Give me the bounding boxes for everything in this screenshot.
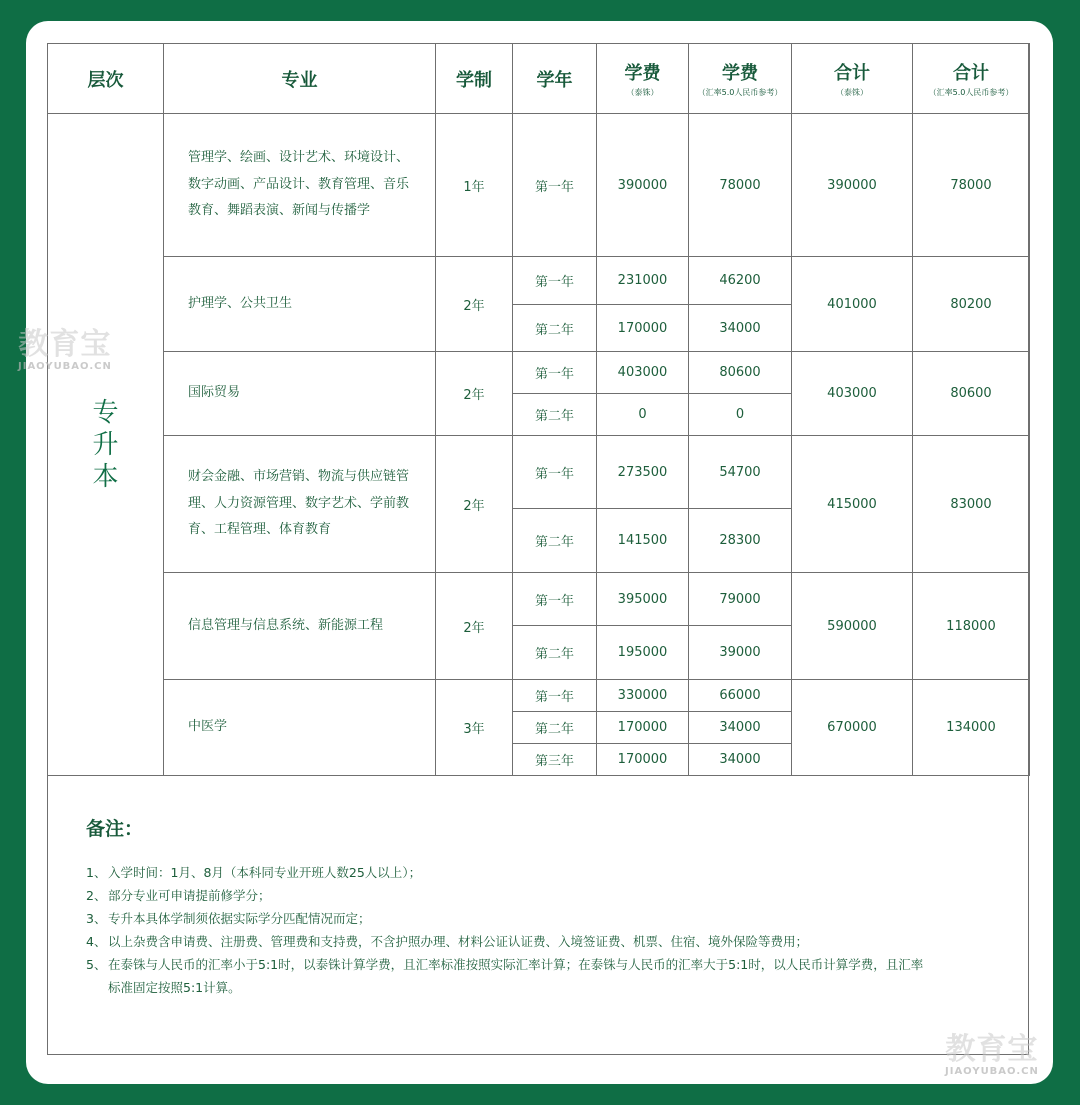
year-cell: 第二年 xyxy=(513,394,597,436)
fee-thb-cell: 170000 xyxy=(597,305,689,352)
fee-cny-cell: 34000 xyxy=(689,712,792,744)
year-cell: 第一年 xyxy=(513,352,597,394)
fee-cny-cell: 79000 xyxy=(689,573,792,626)
year-cell: 第二年 xyxy=(513,626,597,680)
duration-cell: 2年 xyxy=(436,352,513,436)
table-row xyxy=(48,436,1030,509)
table-row xyxy=(48,114,1030,257)
major-cell: 国际贸易 xyxy=(164,352,436,436)
fee-cny-cell: 34000 xyxy=(689,305,792,352)
watermark-logo: 教育宝 JIAOYUBAO.CN xyxy=(945,1032,1039,1077)
table-row xyxy=(48,352,1030,394)
fee-thb-cell: 231000 xyxy=(597,257,689,305)
total-cny-cell: 80200 xyxy=(913,257,1030,352)
total-thb-cell: 390000 xyxy=(792,114,913,257)
total-cny-cell: 118000 xyxy=(913,573,1030,680)
fee-thb-cell: 195000 xyxy=(597,626,689,680)
fee-thb-cell: 403000 xyxy=(597,352,689,394)
fee-cny-cell: 54700 xyxy=(689,436,792,509)
header-level: 层次 xyxy=(48,44,164,114)
header-fee-cny: 学费 （汇率5.0人民币参考） xyxy=(689,44,792,114)
header-row xyxy=(48,44,1030,114)
note-item: 3、 专升本具体学制须依据实际学分匹配情况而定； xyxy=(86,911,371,926)
fee-cny-cell: 66000 xyxy=(689,680,792,712)
notes-title: 备注： xyxy=(86,818,144,840)
fee-table xyxy=(47,43,1030,776)
duration-cell: 2年 xyxy=(436,573,513,680)
duration-cell: 2年 xyxy=(436,257,513,352)
fee-cny-cell: 34000 xyxy=(689,744,792,776)
duration-cell: 3年 xyxy=(436,680,513,776)
duration-cell: 2年 xyxy=(436,436,513,573)
fee-cny-cell: 80600 xyxy=(689,352,792,394)
major-cell: 财会金融、市场营销、物流与供应链管理、人力资源管理、数字艺术、学前教育、工程管理、体育教育 xyxy=(164,436,436,573)
fee-thb-cell: 0 xyxy=(597,394,689,436)
total-thb-cell: 415000 xyxy=(792,436,913,573)
fee-thb-cell: 170000 xyxy=(597,744,689,776)
year-cell: 第二年 xyxy=(513,509,597,573)
fee-thb-cell: 141500 xyxy=(597,509,689,573)
fee-thb-cell: 170000 xyxy=(597,712,689,744)
year-cell: 第三年 xyxy=(513,744,597,776)
total-thb-cell: 590000 xyxy=(792,573,913,680)
year-cell: 第一年 xyxy=(513,573,597,626)
total-thb-cell: 670000 xyxy=(792,680,913,776)
header-major: 专业 xyxy=(164,44,436,114)
header-fee-thb: 学费 （泰铢） xyxy=(597,44,689,114)
table-row xyxy=(48,680,1030,712)
year-cell: 第一年 xyxy=(513,257,597,305)
level-cell xyxy=(48,114,164,776)
major-cell: 中医学 xyxy=(164,680,436,776)
header-duration: 学制 xyxy=(436,44,513,114)
fee-cny-cell: 0 xyxy=(689,394,792,436)
major-cell: 管理学、绘画、设计艺术、环境设计、数字动画、产品设计、教育管理、音乐教育、舞蹈表演、新闻与传播学 xyxy=(164,114,436,257)
fee-cny-cell: 39000 xyxy=(689,626,792,680)
year-cell: 第二年 xyxy=(513,712,597,744)
header-total-cny: 合计 （汇率5.0人民币参考） xyxy=(913,44,1030,114)
major-cell: 护理学、公共卫生 xyxy=(164,257,436,352)
year-cell: 第二年 xyxy=(513,305,597,352)
note-item: 5、 在泰铢与人民币的汇率小于5:1时，以泰铢计算学费，且汇率标准按照实际汇率计算；在泰铢与人民币的汇率大于5:1时，以人民币计算学费，且汇率 标准固定按照5:1计算。 xyxy=(86,957,924,995)
fee-cny-cell: 46200 xyxy=(689,257,792,305)
fee-thb-cell: 390000 xyxy=(597,114,689,257)
total-thb-cell: 403000 xyxy=(792,352,913,436)
fee-thb-cell: 273500 xyxy=(597,436,689,509)
fee-thb-cell: 395000 xyxy=(597,573,689,626)
duration-cell: 1年 xyxy=(436,114,513,257)
total-cny-cell: 78000 xyxy=(913,114,1030,257)
header-year: 学年 xyxy=(513,44,597,114)
year-cell: 第一年 xyxy=(513,680,597,712)
total-cny-cell: 134000 xyxy=(913,680,1030,776)
year-cell: 第一年 xyxy=(513,114,597,257)
table-row xyxy=(48,573,1030,626)
total-cny-cell: 83000 xyxy=(913,436,1030,573)
table-row xyxy=(48,257,1030,305)
total-thb-cell: 401000 xyxy=(792,257,913,352)
fee-thb-cell: 330000 xyxy=(597,680,689,712)
note-item: 4、 以上杂费含申请费、注册费、管理费和支持费，不含护照办理、材料公证认证费、入境签证费、机票、住宿、境外保险等费用； xyxy=(86,934,809,949)
total-cny-cell: 80600 xyxy=(913,352,1030,436)
header-total-thb: 合计 （泰铢） xyxy=(792,44,913,114)
fee-cny-cell: 78000 xyxy=(689,114,792,257)
year-cell: 第一年 xyxy=(513,436,597,509)
level-label: 专 升 本 xyxy=(92,397,119,492)
major-cell: 信息管理与信息系统、新能源工程 xyxy=(164,573,436,680)
note-item: 1、 入学时间：1月、8月（本科同专业开班人数25人以上）； xyxy=(86,865,422,880)
fee-cny-cell: 28300 xyxy=(689,509,792,573)
notes-section xyxy=(86,814,1006,999)
note-item: 2、 部分专业可申请提前修学分； xyxy=(86,888,271,903)
watermark-logo: 教育宝 JIAOYUBAO.CN xyxy=(18,327,112,372)
